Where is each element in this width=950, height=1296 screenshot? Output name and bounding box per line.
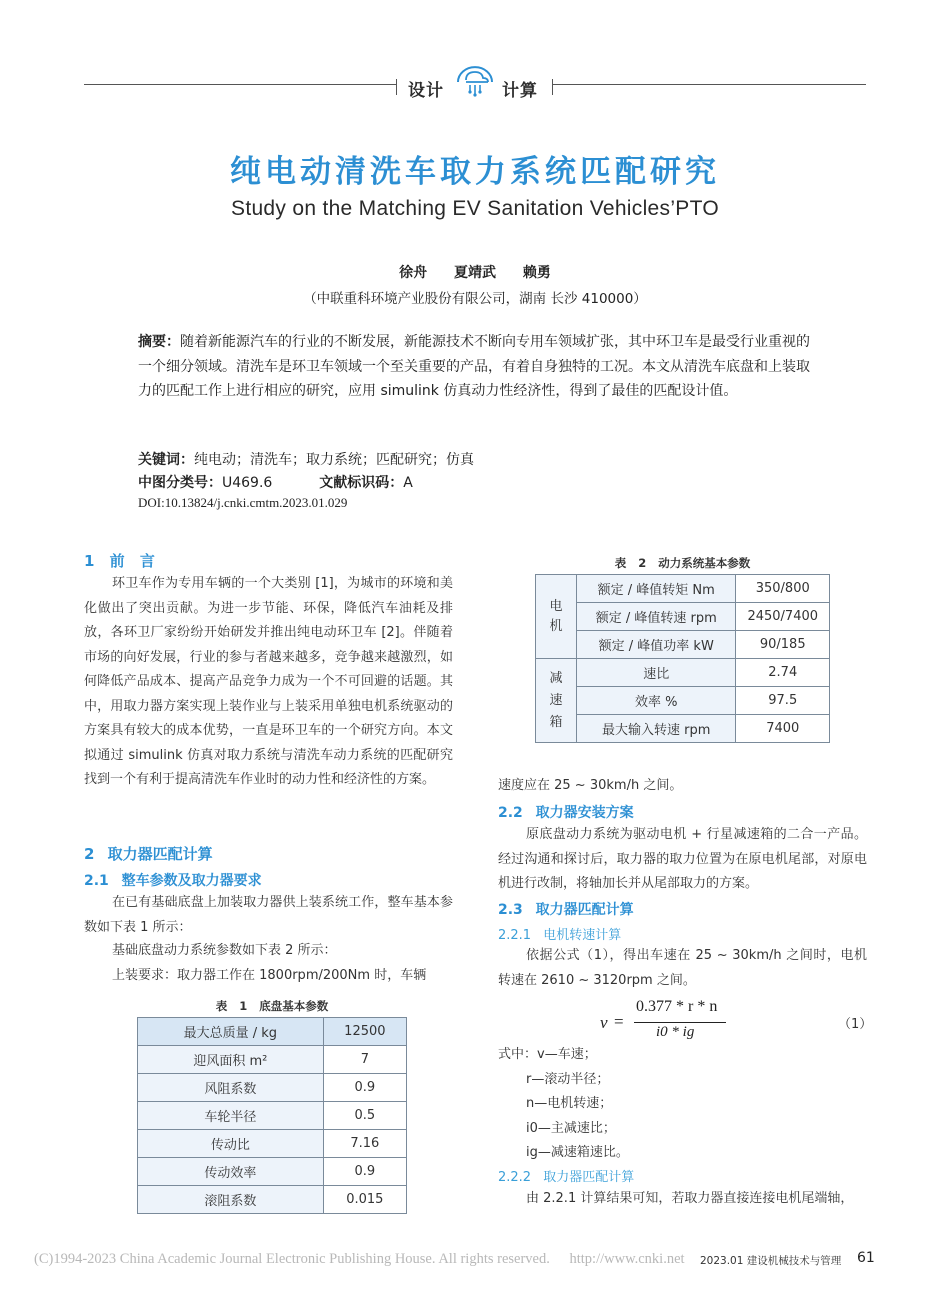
- section-2-2-1-text: 依据公式（1），得出车速在 25 ~ 30km/h 之间时，电机转速在 2610 ~ 3120rpm 之间。: [498, 948, 867, 988]
- formula-bar: [634, 1022, 726, 1023]
- authors: 徐舟 夏靖武 赖勇: [399, 265, 551, 281]
- table-2-motor-label: [536, 575, 577, 659]
- table-2-cell: 额定 / 峰值功率 kW: [577, 631, 736, 659]
- table-1-caption: 表 1 底盘基本参数: [215, 999, 329, 1013]
- table-2-cell: 额定 / 峰值转矩 Nm: [577, 575, 736, 603]
- table-2-cell: 97.5: [736, 687, 830, 715]
- table-1-label-cell: 风阻系数: [138, 1074, 324, 1102]
- cloud-computing-icon: [454, 60, 496, 98]
- table-1-label-cell: 传动比: [138, 1130, 324, 1158]
- keywords-label: 关键词：: [138, 452, 194, 468]
- table-1-label-cell: 车轮半径: [138, 1102, 324, 1130]
- section-2-3-heading: 2.3 取力器匹配计算: [498, 902, 634, 918]
- table-2: [535, 574, 830, 743]
- table-2-cell: 最大输入转速 rpm: [577, 715, 736, 743]
- table-2-gearbox-label: [536, 659, 577, 743]
- header-rule-right: [552, 84, 866, 85]
- table-1-row: [138, 1018, 407, 1046]
- section-2-1-text-c: 上装要求：取力器工作在 1800rpm/200Nm 时，车辆: [112, 968, 427, 983]
- section-2-2-2-heading: 2.2.2 取力器匹配计算: [498, 1170, 635, 1185]
- table-1-value-cell: 0.9: [323, 1158, 406, 1186]
- formula-equals: =: [614, 1012, 624, 1031]
- section-2-1-text-a: 在已有基础底盘上加装取力器供上装系统工作，整车基本参数如下表 1 所示：: [84, 895, 453, 935]
- abstract: [138, 330, 818, 404]
- table-1-row: [138, 1074, 407, 1102]
- table-2-cell: 2450/7400: [736, 603, 830, 631]
- table-2-cell: 额定 / 峰值转速 rpm: [577, 603, 736, 631]
- table-2-cell: 90/185: [736, 631, 830, 659]
- header-right-word: 计算: [502, 81, 538, 101]
- formula-lhs: v: [600, 1013, 608, 1032]
- journal-issue: 2023.01 建设机械技术与管理: [700, 1255, 842, 1267]
- section-1-heading: 1 前 言: [84, 552, 155, 570]
- definition-line: r—滚动半径；: [526, 1071, 610, 1087]
- clc-label: 中图分类号：: [138, 475, 222, 491]
- section-2-2-text: 原底盘动力系统为驱动电机 + 行星减速箱的二合一产品。经过沟通和探讨后，取力器的取力位置为在原电机尾部，对原电机进行改制，将轴加长并从尾部取力的方案。: [498, 827, 867, 891]
- table-1-value-cell: 0.5: [323, 1102, 406, 1130]
- definition-line: ig—减速箱速比。: [526, 1145, 629, 1160]
- table-2-caption: 表 2 动力系统基本参数: [614, 556, 751, 570]
- section-2-2-2-text: 由 2.2.1 计算结果可知，若取力器直接连接电机尾端轴，: [526, 1191, 854, 1206]
- header-separator-left: [396, 79, 397, 95]
- doc-code-label: 文献标识码：: [319, 475, 404, 491]
- definition-line: n—电机转速；: [526, 1096, 613, 1111]
- table-1-value-cell: 12500: [323, 1018, 406, 1046]
- page-number: 61: [857, 1250, 875, 1266]
- formula-definitions: [498, 1043, 629, 1166]
- clc-value: U469.6: [222, 475, 273, 491]
- table-1-value-cell: 0.9: [323, 1074, 406, 1102]
- affiliation: （中联重科环境产业股份有限公司，湖南 长沙 410000）: [303, 291, 647, 307]
- page-title-en: Study on the Matching EV Sanitation Vehicles’PTO: [231, 197, 719, 220]
- table-2-cell: 350/800: [736, 575, 830, 603]
- table-1: [137, 1017, 407, 1214]
- header-separator-right: [552, 79, 553, 95]
- abstract-text: 随着新能源汽车的行业的不断发展，新能源技术不断向专用车领域扩张，其中环卫车是最受行业重视的一个细分领域。清洗车是环卫车领域一个至关重要的产品，有着自身独特的工况。本文从清洗车底盘和上装取力的匹配工作上进行相应的研究，应用 simulink 仿真动力性经济性，得到了最佳的匹配设计值。: [138, 334, 810, 399]
- section-2-2-1-heading: 2.2.1 电机转速计算: [498, 928, 622, 943]
- table-1-row: [138, 1186, 407, 1214]
- header-left-word: 设计: [408, 81, 444, 101]
- section-2-2-heading: 2.2 取力器安装方案: [498, 805, 634, 821]
- copyright-text: (C)1994-2023 China Academic Journal Electronic Publishing House. All rights reserved.: [34, 1251, 550, 1267]
- doc-code-value: A: [403, 475, 413, 491]
- table-1-value-cell: 7: [323, 1046, 406, 1074]
- watermark-url: http://www.cnki.net: [569, 1251, 685, 1267]
- table-1-row: [138, 1158, 407, 1186]
- page-title-cn: 纯电动清洗车取力系统匹配研究: [230, 154, 720, 190]
- table-1-row: [138, 1046, 407, 1074]
- table-2-cell: 2.74: [736, 659, 830, 687]
- table-1-row: [138, 1102, 407, 1130]
- keywords: [138, 449, 474, 469]
- table-2-motor-label-text: 电机: [549, 598, 563, 634]
- section-2-1-text-b: 基础底盘动力系统参数如下表 2 所示：: [112, 943, 337, 958]
- section-2-1-heading: 2.1 整车参数及取力器要求: [84, 873, 262, 889]
- section-2-heading: 2 取力器匹配计算: [84, 845, 213, 863]
- keywords-text: 纯电动；清洗车；取力系统；匹配研究；仿真: [194, 452, 474, 468]
- formula-denominator: i0 * ig: [656, 1024, 695, 1040]
- table-1-value-cell: 7.16: [323, 1130, 406, 1158]
- table-1-row: [138, 1130, 407, 1158]
- classification: [138, 472, 413, 492]
- continued-text: 速度应在 25 ~ 30km/h 之间。: [498, 778, 683, 793]
- abstract-label: 摘要：: [138, 334, 180, 350]
- formula-numerator: 0.377 * r * n: [636, 998, 718, 1015]
- copyright-watermark: [34, 1251, 685, 1268]
- section-1-text: 环卫车作为专用车辆的一个大类别 [1]，为城市的环境和美化做出了突出贡献。为进一步节能、环保，降低汽车油耗及排放，各环卫厂家纷纷开始研发并推出纯电动环卫车 [2]。伴随着市场的向好发展，行业的参与者越来越多，竞争越来越激烈，如何降低产品成本、提高产品竞争力成为一个不可回避的话题。其中，用取力器方案实现上装作业与上装采用单独电机系统驱动的方案具有较大的成本优势，一直是环卫车的一个研究方向。本文拟通过 simulink 仿真对取力系统与清洗车动力系统的匹配研究找到一个有利于提高清洗车作业时的动力性和经济性的方案。: [84, 576, 453, 787]
- table-2-cell: 效率 %: [577, 687, 736, 715]
- table-2-cell: 7400: [736, 715, 830, 743]
- table-2-gearbox-label-text: 减速箱: [549, 670, 563, 730]
- table-2-cell: 速比: [577, 659, 736, 687]
- table-1-label-cell: 传动效率: [138, 1158, 324, 1186]
- table-1-label-cell: 迎风面积 m²: [138, 1046, 324, 1074]
- definition-line: 式中：v—车速；: [498, 1047, 597, 1062]
- table-1-label-cell: 滚阻系数: [138, 1186, 324, 1214]
- table-1-value-cell: 0.015: [323, 1186, 406, 1214]
- definition-line: i0—主减速比；: [526, 1120, 616, 1136]
- header-rule-left: [84, 84, 396, 85]
- equation-number: （1）: [838, 1017, 873, 1032]
- doi: DOI:10.13824/j.cnki.cmtm.2023.01.029: [138, 495, 348, 510]
- table-1-label-cell: 最大总质量 / kg: [138, 1018, 324, 1046]
